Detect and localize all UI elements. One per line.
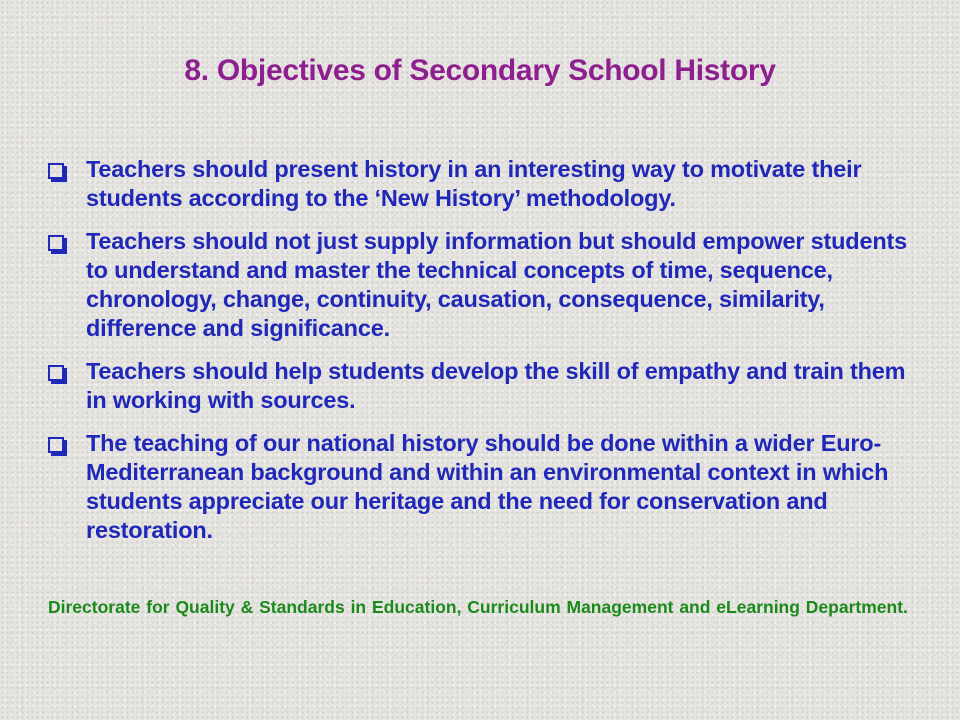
bullet-text: Teachers should help students develop the skill of empathy and train them in working with sources. (86, 358, 906, 413)
bullet-item (48, 155, 928, 213)
bullet-item (48, 227, 928, 343)
checkbox-icon (48, 163, 64, 179)
checkbox-icon (48, 235, 64, 251)
bullet-text: The teaching of our national history should be done within a wider Euro-Mediterranean background and within an environmental context in which students appreciate our heritage and the need for conservation and restoration. (86, 430, 889, 543)
bullet-text: Teachers should present history in an interesting way to motivate their students according to the ‘New History’ methodology. (86, 156, 862, 211)
slide-title: 8. Objectives of Secondary School History (184, 54, 776, 87)
bullet-text: Teachers should not just supply information but should empower students to understand and master the technical concepts of time, sequence, chronology, change, continuity, causation, consequence, similarity, difference and significance. (86, 228, 907, 341)
checkbox-icon (48, 437, 64, 453)
checkbox-icon (48, 365, 64, 381)
bullet-item (48, 357, 928, 415)
bullet-list (48, 155, 928, 559)
bullet-item (48, 429, 928, 545)
footer-credit: Directorate for Quality & Standards in Education, Curriculum Management and eLearning Department. (48, 597, 908, 617)
